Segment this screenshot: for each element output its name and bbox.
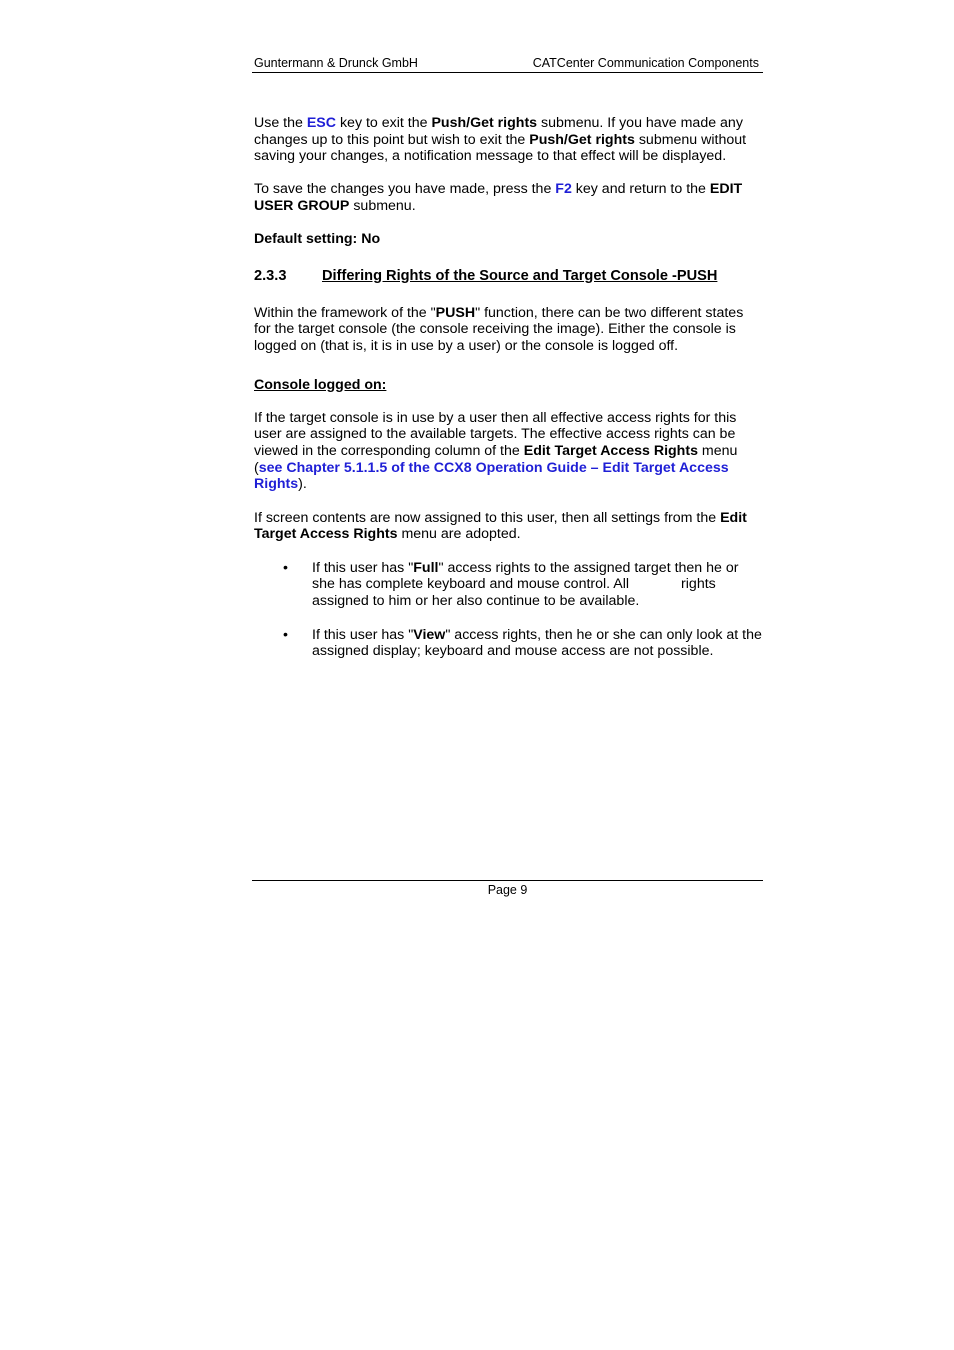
text: " access rights, then he or she can only look at the assigned display; keyboard and mouse access are not possible. [312, 626, 762, 660]
list-item [254, 560, 762, 610]
text: submenu without saving your changes, a notification message to that effect will be displayed. [254, 131, 747, 165]
bullet-icon: • [283, 626, 288, 643]
default-setting: Default setting: No [254, 231, 381, 248]
page-footer [252, 880, 763, 897]
text: If this user has " [312, 626, 414, 643]
subheading-console-logged-on: Console logged on: [254, 376, 387, 393]
f2-key-label: F2 [555, 181, 572, 198]
edit-user-group-term: EDIT USER GROUP [254, 181, 743, 214]
text: If this user has " [312, 559, 414, 576]
document-body [254, 115, 762, 660]
text: Within the framework of the " [254, 304, 436, 321]
rights-bullet-list [254, 560, 762, 660]
paragraph-esc-key [254, 115, 762, 165]
header-company: Guntermann & Drunck GmbH [254, 56, 418, 70]
paragraph-push-framework [254, 305, 762, 355]
page-number: Page 9 [487, 883, 528, 897]
text: If screen contents are now assigned to this user, then all settings from the [254, 509, 721, 526]
edit-target-access-rights-term: Edit Target Access Rights [254, 509, 747, 543]
text: key and return to the [571, 181, 710, 198]
text: To save the changes you have made, press the [254, 181, 556, 198]
chapter-reference-link[interactable]: see Chapter 5.1.1.5 of the CCX8 Operation Guide – Edit Target Access Rights [254, 459, 729, 493]
list-item [254, 627, 762, 660]
push-get-rights-term: Push/Get rights [431, 115, 538, 131]
view-rights-term: View [413, 626, 446, 643]
page-header [252, 55, 763, 73]
section-number: 2.3.3 [254, 267, 287, 284]
text: rights assigned to him or her also continue to be available. [312, 576, 716, 610]
full-rights-term: Full [413, 559, 439, 576]
text: menu are adopted. [397, 526, 521, 543]
text: " function, there can be two different states for the target console (the console receiving the image). Either the console is logged on (that is, it is in use by a user) or the console is logged off. [254, 304, 744, 354]
text: key to exit the [336, 115, 432, 131]
paragraph-screen-contents [254, 510, 762, 543]
push-term: PUSH [435, 304, 476, 321]
edit-target-access-rights-term: Edit Target Access Rights [523, 442, 698, 459]
paragraph-target-console [254, 410, 762, 493]
text: Use the [254, 115, 307, 131]
header-product: CATCenter Communication Components [532, 56, 759, 70]
text: ). [298, 476, 307, 493]
section-heading [254, 268, 762, 286]
esc-key-label: ESC [306, 115, 337, 131]
paragraph-save-changes [254, 181, 762, 214]
text: submenu. [349, 197, 416, 214]
text: If the target console is in use by a user then all effective access rights for this user are assigned to the available targets. The effective access rights can be viewed in the corresponding column of the [254, 409, 737, 459]
text: menu ( [254, 442, 738, 476]
section-title: Differing Rights of the Source and Target Console -PUSH [322, 267, 718, 284]
text: submenu. If you have made any changes up to this point but wish to exit the [254, 115, 743, 148]
text: " access rights to the assigned target then he or she has complete keyboard and mouse control. All [312, 559, 739, 593]
push-get-rights-term: Push/Get rights [529, 131, 635, 148]
bullet-icon: • [283, 559, 288, 576]
